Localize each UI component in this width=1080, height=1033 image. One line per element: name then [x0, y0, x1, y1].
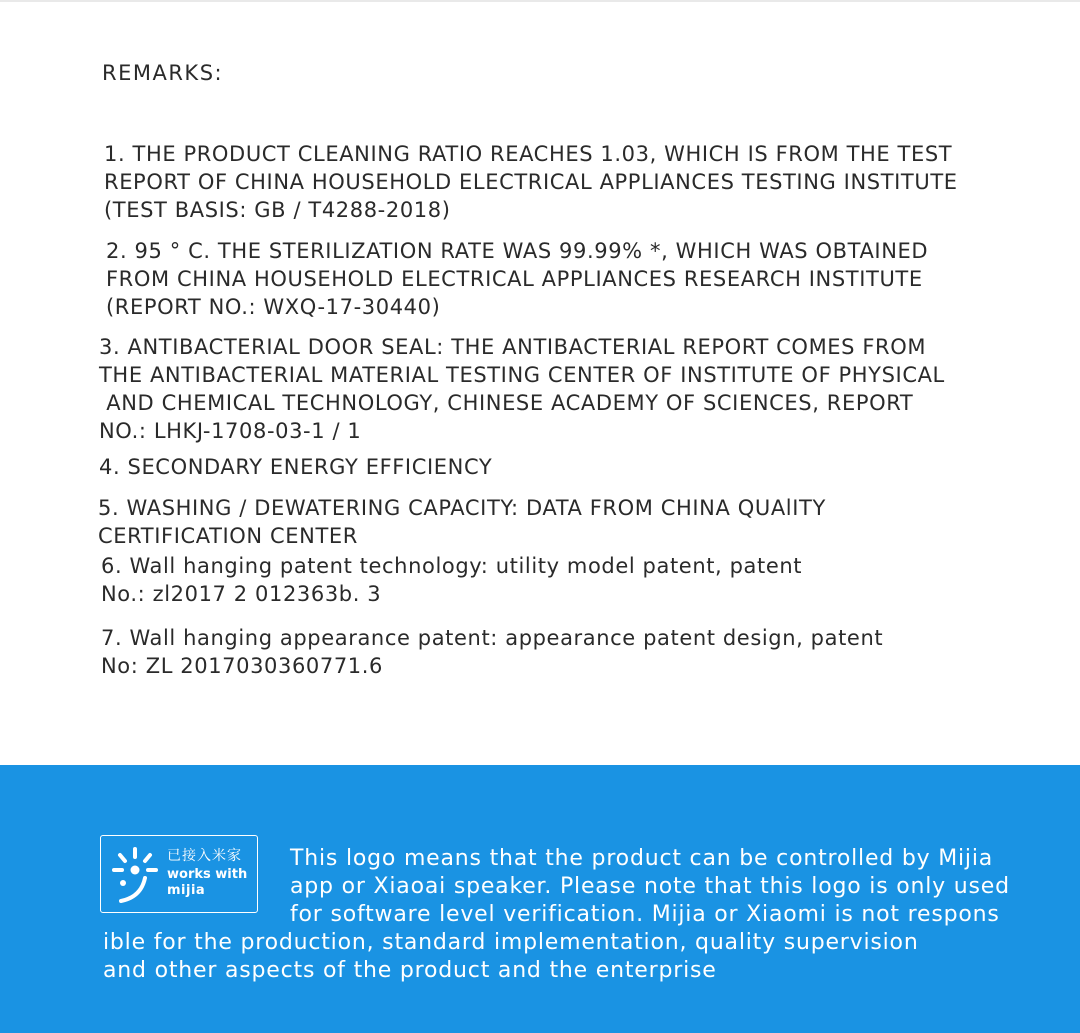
- remark-item-5: [98, 494, 826, 550]
- remark-item-6: [101, 552, 802, 608]
- description-line: and other aspects of the product and the enterprise: [103, 958, 717, 983]
- remark-line: 4. SECONDARY ENERGY EFFICIENCY: [99, 455, 493, 479]
- remarks-title: REMARKS:: [102, 61, 224, 85]
- mijia-sun-icon: [111, 845, 159, 905]
- works-with-mijia-logo: [100, 835, 258, 913]
- remark-item-1: [104, 140, 958, 224]
- remark-line: AND CHEMICAL TECHNOLOGY, CHINESE ACADEMY OF SCIENCES, REPORT: [99, 391, 914, 415]
- mijia-banner: [0, 765, 1080, 1033]
- remark-item-7: [101, 624, 883, 680]
- description-line: for software level verification. Mijia or Xiaomi is not respons: [290, 902, 1000, 927]
- remark-item-3: [99, 333, 945, 445]
- logo-brand-text: mijia: [167, 883, 206, 898]
- remark-line: 5. WASHING / DEWATERING CAPACITY: DATA FROM CHINA QUAlITY: [98, 496, 826, 520]
- description-line: ible for the production, standard implementation, quality supervision: [103, 930, 919, 955]
- remark-line: NO.: LHKJ-1708-03-1 / 1: [99, 419, 362, 443]
- description-line: This logo means that the product can be controlled by Mijia: [290, 846, 994, 871]
- remark-line: THE ANTIBACTERIAL MATERIAL TESTING CENTER OF INSTITUTE OF PHYSICAL: [99, 363, 945, 387]
- remark-line: 1. THE PRODUCT CLEANING RATIO REACHES 1.03, WHICH IS FROM THE TEST: [104, 142, 953, 166]
- remark-line: (REPORT NO.: WXQ-17-30440): [106, 295, 441, 319]
- remark-line: 3. ANTIBACTERIAL DOOR SEAL: THE ANTIBACTERIAL REPORT COMES FROM: [99, 335, 927, 359]
- description-line: app or Xiaoai speaker. Please note that this logo is only used: [290, 874, 1010, 899]
- remark-line: 6. Wall hanging patent technology: utility model patent, patent: [101, 554, 803, 578]
- remark-item-2: [106, 237, 928, 321]
- remark-item-4: [99, 453, 492, 481]
- remark-line: No.: zl2017 2 012363b. 3: [101, 582, 382, 606]
- remark-line: 2. 95 ° C. THE STERILIZATION RATE WAS 99.99% *, WHICH WAS OBTAINED: [106, 239, 929, 263]
- remark-line: CERTIFICATION CENTER: [98, 524, 358, 548]
- remark-line: No: ZL 2017030360771.6: [101, 654, 383, 678]
- logo-works-with-text: works with: [167, 867, 248, 882]
- remark-line: FROM CHINA HOUSEHOLD ELECTRICAL APPLIANCES RESEARCH INSTITUTE: [106, 267, 923, 291]
- logo-cn-text: 已接入米家: [167, 848, 242, 864]
- remark-line: (TEST BASIS: GB / T4288-2018): [104, 198, 451, 222]
- remark-line: REPORT OF CHINA HOUSEHOLD ELECTRICAL APPLIANCES TESTING INSTITUTE: [104, 170, 958, 194]
- remark-line: 7. Wall hanging appearance patent: appearance patent design, patent: [101, 626, 884, 650]
